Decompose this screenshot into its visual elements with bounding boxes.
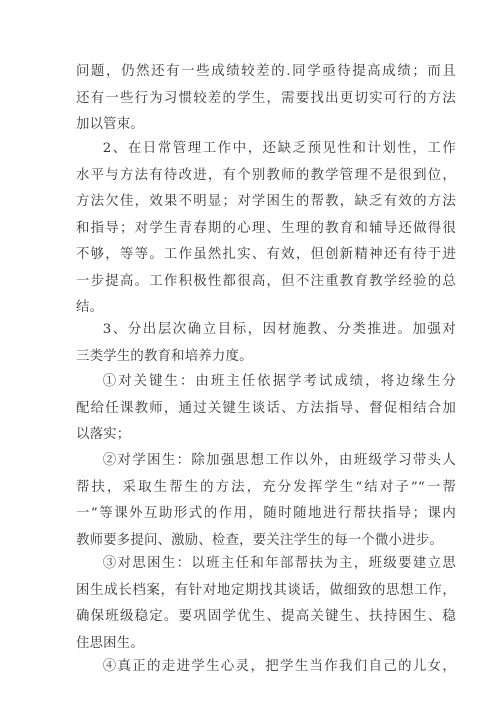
- paragraph-struggling-students: [76, 448, 456, 554]
- text-line: 不够，等等。工作虽然扎实、有效，但创新精神还有待于进: [76, 247, 456, 262]
- text-line: 确保班级稳定。要巩固学优生、提高关键生、扶持困生、稳: [76, 609, 456, 624]
- text-line: 困生成长档案，有针对地定期找其谈话，做细致的思想工作，: [76, 582, 456, 598]
- text-line: 配给任课教师，通过关键生谈话、方法指导、督促相结合加: [76, 400, 456, 416]
- text-line: 和指导；对学生青春期的心理、生理的教育和辅导还做得很: [76, 220, 456, 236]
- text-line: 三类学生的教育和培养力度。: [76, 348, 253, 364]
- text-line: ③对思困生：以班主任和年部帮扶为主，班级要建立思: [102, 556, 456, 571]
- text-line: 水平与方法有待改进，有个别教师的教学管理不是很到位，: [76, 167, 456, 183]
- paragraph-key-students: [76, 369, 456, 449]
- paragraph-item-2: [76, 136, 456, 322]
- text-line: 还有一些行为习惯较差的学生，需要找出更切实可行的方法: [76, 90, 456, 106]
- paragraph-item-3: [76, 317, 456, 370]
- text-line: ①对关键生：由班主任依据学考试成绩，将边缘生分: [102, 374, 456, 389]
- text-line: 加以管束。: [76, 117, 144, 132]
- text-line: 以落实；: [76, 427, 131, 442]
- text-line: ②对学困生：除加强思想工作以外，由班级学习带头人: [102, 453, 456, 468]
- text-line: 结。: [76, 300, 104, 315]
- paragraph-continuation: [76, 59, 456, 139]
- text-line: 住思困生。: [76, 635, 144, 651]
- text-line: 方法欠佳，效果不明显；对学困生的帮教，缺乏有效的方法: [76, 194, 456, 209]
- text-line: 帮扶，采取生帮生的方法，充分发挥学生“结对子”“一帮: [76, 479, 456, 495]
- text-line: 2、在日常管理工作中，还缺乏预见性和计划性，工作: [102, 141, 456, 156]
- text-line: 3、分出层次确立目标，因材施教、分类推进。加强对: [102, 322, 456, 337]
- text-line: 一”等课外互助形式的作用，随时随地进行帮扶指导；课内: [76, 506, 456, 521]
- text-line: 教师要多提问、激励、检查，要关注学生的每一个微小进步。: [76, 532, 443, 548]
- paragraph-into-hearts: [76, 654, 456, 681]
- paragraph-thinking-students: [76, 551, 456, 657]
- text-line: 一步提高。工作积极性都很高，但不注重教育教学经验的总: [76, 273, 456, 289]
- text-line: 问题，仍然还有一些成绩较差的.同学亟待提高成绩；而且: [76, 64, 456, 79]
- text-line: ④真正的走进学生心灵，把学生当作我们自己的儿女，: [102, 659, 456, 674]
